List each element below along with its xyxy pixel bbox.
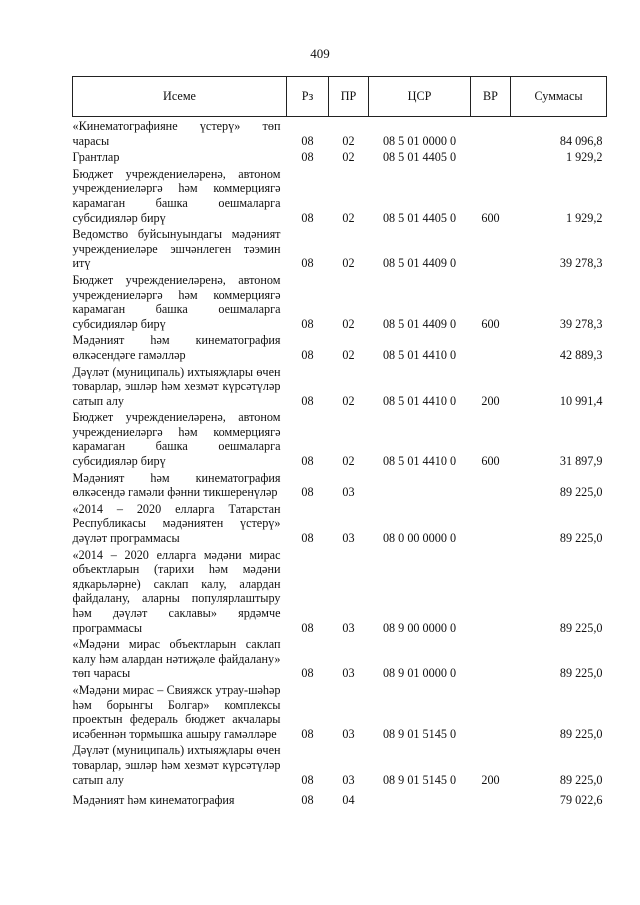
row-name: Грантлар xyxy=(72,150,120,165)
row-vr: 600 xyxy=(481,316,500,331)
row-sum: 39 278,3 xyxy=(559,256,603,271)
row-vr: 600 xyxy=(481,454,500,469)
table-row xyxy=(73,227,607,273)
row-csr: 08 9 01 5145 0 xyxy=(382,726,457,741)
row-sum: 89 225,0 xyxy=(559,485,603,500)
row-pr: 02 xyxy=(342,316,355,331)
budget-table xyxy=(72,76,607,810)
header-pr: ПР xyxy=(329,77,369,117)
table-row xyxy=(73,471,607,502)
header-rz: Рз xyxy=(287,77,329,117)
row-vr xyxy=(471,150,511,167)
row-sum: 1 929,2 xyxy=(565,150,603,165)
table-header-row xyxy=(73,77,607,117)
header-csr: ЦСР xyxy=(369,77,471,117)
row-name: Мәдәният һәм кинематография өлкәсендә гамәли фәнни тикшеренүләр xyxy=(72,470,281,500)
row-sum: 89 225,0 xyxy=(559,620,603,635)
row-csr: 08 5 01 4410 0 xyxy=(382,454,457,469)
row-vr xyxy=(471,471,511,502)
header-vr: ВР xyxy=(471,77,511,117)
row-rz: 08 xyxy=(301,531,314,546)
row-pr: 02 xyxy=(342,393,355,408)
row-sum: 84 096,8 xyxy=(559,133,603,148)
row-pr: 02 xyxy=(342,133,355,148)
table-row xyxy=(73,548,607,638)
row-rz: 08 xyxy=(301,485,314,500)
row-csr: 08 5 01 0000 0 xyxy=(382,133,457,148)
row-csr: 08 5 01 4409 0 xyxy=(382,316,457,331)
row-csr: 08 9 00 0000 0 xyxy=(382,620,457,635)
row-pr: 02 xyxy=(342,454,355,469)
table-row xyxy=(73,273,607,333)
table-row xyxy=(73,637,607,683)
row-sum: 89 225,0 xyxy=(559,726,603,741)
table-row xyxy=(73,743,607,789)
row-vr xyxy=(471,789,511,810)
row-rz: 08 xyxy=(301,454,314,469)
row-pr: 02 xyxy=(342,347,355,362)
row-rz: 08 xyxy=(301,316,314,331)
table-row xyxy=(73,150,607,167)
row-vr xyxy=(471,227,511,273)
row-csr xyxy=(369,471,471,502)
row-pr: 03 xyxy=(342,666,355,681)
row-pr: 03 xyxy=(342,485,355,500)
row-name: Бюджет учреждениеләренә, автоном учреждениеләргә һәм коммерциягә карамаган башка оешмаларга субсидияләр бирү xyxy=(72,272,281,331)
row-csr: 08 5 01 4409 0 xyxy=(382,256,457,271)
row-sum: 89 225,0 xyxy=(559,772,603,787)
row-pr: 02 xyxy=(342,210,355,225)
row-csr: 08 5 01 4410 0 xyxy=(382,347,457,362)
row-vr: 200 xyxy=(481,772,500,787)
row-rz: 08 xyxy=(301,393,314,408)
row-pr: 02 xyxy=(342,150,355,165)
table-row xyxy=(73,365,607,411)
row-sum: 1 929,2 xyxy=(565,210,603,225)
row-name: Мәдәният һәм кинематография xyxy=(72,793,235,808)
row-vr xyxy=(471,333,511,364)
row-name: «Мәдәни мирас – Свияжск утрау-шәһәр һәм борынгы Болгар» комплексы проектын федераль бюджет акчалары исәбеннән тормышка ашыру гамәлләре xyxy=(72,682,281,741)
row-name: Дәүләт (муниципаль) ихтыяҗлары өчен товарлар, эшләр һәм хезмәт күрсәтүләр сатып алу xyxy=(72,364,281,408)
row-name: Бюджет учреждениеләренә, автоном учреждениеләргә һәм коммерциягә карамаган башка оешмаларга субсидияләр бирү xyxy=(72,410,281,469)
row-vr: 200 xyxy=(481,393,500,408)
row-sum: 10 991,4 xyxy=(559,393,603,408)
row-name: Мәдәният һәм кинематография өлкәсендәге гамәлләр xyxy=(72,333,281,362)
table-row xyxy=(73,410,607,470)
row-name: «2014 – 2020 елларга Татарстан Республикасы мәдәниятен үстерү» дәүләт программасы xyxy=(72,501,281,546)
table-row xyxy=(73,117,607,151)
row-rz: 08 xyxy=(301,210,314,225)
row-rz: 08 xyxy=(301,793,314,808)
row-csr: 08 5 01 4405 0 xyxy=(382,150,457,165)
row-vr: 600 xyxy=(481,210,500,225)
row-csr: 08 0 00 0000 0 xyxy=(382,531,457,546)
row-csr: 08 9 01 5145 0 xyxy=(382,772,457,787)
table-row xyxy=(73,333,607,364)
row-pr: 04 xyxy=(342,793,355,808)
row-pr: 03 xyxy=(342,772,355,787)
row-rz: 08 xyxy=(301,256,314,271)
row-sum: 31 897,9 xyxy=(559,454,603,469)
row-pr: 03 xyxy=(342,620,355,635)
header-sum: Суммасы xyxy=(511,77,607,117)
row-vr xyxy=(471,683,511,743)
row-pr: 03 xyxy=(342,726,355,741)
table-row xyxy=(73,167,607,227)
row-pr: 03 xyxy=(342,531,355,546)
row-vr xyxy=(471,117,511,151)
row-name: Бюджет учреждениеләренә, автоном учреждениеләргә һәм коммерциягә карамаган башка оешмаларга субсидияләр бирү xyxy=(72,166,281,225)
row-vr xyxy=(471,502,511,548)
row-sum: 39 278,3 xyxy=(559,316,603,331)
row-vr xyxy=(471,637,511,683)
table-row xyxy=(73,502,607,548)
row-csr: 08 5 01 4410 0 xyxy=(382,393,457,408)
row-csr xyxy=(369,789,471,810)
row-sum: 79 022,6 xyxy=(559,793,603,808)
row-csr: 08 5 01 4405 0 xyxy=(382,210,457,225)
row-rz: 08 xyxy=(301,666,314,681)
row-rz: 08 xyxy=(301,620,314,635)
row-csr: 08 9 01 0000 0 xyxy=(382,666,457,681)
row-rz: 08 xyxy=(301,150,314,165)
row-sum: 89 225,0 xyxy=(559,531,603,546)
row-name: «2014 – 2020 елларга мәдәни мирас объектларын (тарихи һәм мәдәни ядкарьләрне) саклап калу, алардан файдалану, аларны популярлаштыру һәм дәүләт саклавы» ярдәмче программасы xyxy=(72,547,281,635)
row-name: «Мәдәни мирас объектларын саклап калу һәм алардан нәтиҗәле файдалану» төп чарасы xyxy=(72,637,281,681)
row-pr: 02 xyxy=(342,256,355,271)
table-row xyxy=(73,789,607,810)
row-vr xyxy=(471,548,511,638)
row-sum: 89 225,0 xyxy=(559,666,603,681)
row-rz: 08 xyxy=(301,133,314,148)
table-row xyxy=(73,683,607,743)
row-rz: 08 xyxy=(301,726,314,741)
row-name: Дәүләт (муниципаль) ихтыяҗлары өчен товарлар, эшләр һәм хезмәт күрсәтүләр сатып алу xyxy=(72,743,281,787)
header-name: Исеме xyxy=(73,77,287,117)
row-rz: 08 xyxy=(301,772,314,787)
row-name: Ведомство буйсынуындагы мәдәният учреждениеләре эшчәнлеген тәэмин итү xyxy=(72,227,281,271)
row-sum: 42 889,3 xyxy=(559,347,603,362)
page-number: 409 xyxy=(310,46,330,61)
row-name: «Кинематографияне үстерү» төп чарасы xyxy=(72,119,281,148)
row-rz: 08 xyxy=(301,347,314,362)
